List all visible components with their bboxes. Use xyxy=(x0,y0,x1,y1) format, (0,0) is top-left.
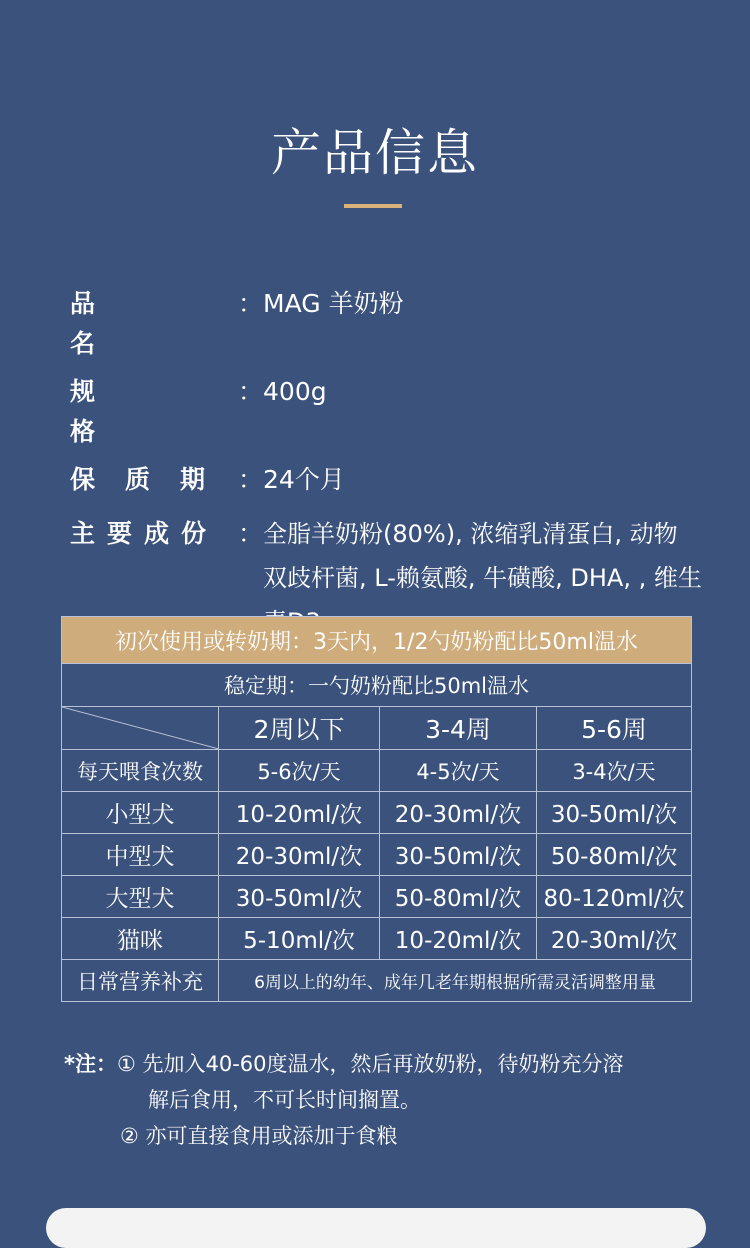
table-cell: 30-50ml/次 xyxy=(219,876,380,918)
note-text: ① 先加入40-60度温水，然后再放奶粉，待奶粉充分溶 xyxy=(116,1052,624,1076)
table-cell: 10-20ml/次 xyxy=(219,792,380,834)
note-line: ② 亦可直接食用或添加于食粮 xyxy=(120,1124,398,1148)
info-row-spec xyxy=(70,372,710,452)
column-header: 3-4周 xyxy=(380,707,537,750)
table-row xyxy=(62,792,692,834)
table-cell: 30-50ml/次 xyxy=(537,792,692,834)
row-label: 大型犬 xyxy=(62,876,219,918)
table-row xyxy=(62,918,692,960)
table-cell: 5-10ml/次 xyxy=(219,918,380,960)
row-label: 每天喂食次数 xyxy=(62,750,219,792)
column-header: 5-6周 xyxy=(537,707,692,750)
table-cell: 4-5次/天 xyxy=(380,750,537,792)
column-header: 2周以下 xyxy=(219,707,380,750)
table-cell: 10-20ml/次 xyxy=(380,918,537,960)
ingredients-line: 双歧杆菌, L-赖氨酸, 牛磺酸, DHA, , 维生 xyxy=(263,564,702,592)
info-colon: ： xyxy=(238,289,264,318)
info-colon: ： xyxy=(238,377,264,406)
table-row-intro xyxy=(62,617,692,664)
feeding-table xyxy=(61,616,692,1002)
info-value: MAG 羊奶粉 xyxy=(263,289,404,318)
diagonal-line xyxy=(62,707,219,749)
row-label: 日常营养补充 xyxy=(62,960,219,1002)
diagonal-header-cell xyxy=(62,707,219,750)
table-cell: 20-30ml/次 xyxy=(537,918,692,960)
info-value: 24个月 xyxy=(263,465,345,494)
note-line xyxy=(64,1046,624,1082)
table-cell: 20-30ml/次 xyxy=(380,792,537,834)
table-row xyxy=(62,750,692,792)
info-label xyxy=(70,284,238,364)
page-title: 产品信息 xyxy=(271,124,479,182)
info-label-text: 保质期 xyxy=(70,465,236,494)
table-row-stable xyxy=(62,664,692,707)
table-row xyxy=(62,834,692,876)
table-cell: 5-6次/天 xyxy=(219,750,380,792)
table-cell: 50-80ml/次 xyxy=(537,834,692,876)
info-colon: ： xyxy=(238,465,264,494)
note-line: 解后食用，不可长时间搁置。 xyxy=(148,1088,421,1112)
info-label-text: 主要成份 xyxy=(70,519,219,548)
table-row-daily xyxy=(62,960,692,1002)
info-label xyxy=(70,460,238,500)
note-prefix: *注： xyxy=(64,1052,117,1076)
info-value: 400g xyxy=(263,377,327,406)
title-underline xyxy=(344,204,402,208)
stable-cell: 稳定期：一勺奶粉配比50ml温水 xyxy=(62,664,692,707)
product-info xyxy=(70,284,710,644)
table-row xyxy=(62,876,692,918)
table-cell: 20-30ml/次 xyxy=(219,834,380,876)
row-label: 中型犬 xyxy=(62,834,219,876)
table-header-row xyxy=(62,707,692,750)
info-label-text: 品名 xyxy=(70,289,180,358)
table-cell: 30-50ml/次 xyxy=(380,834,537,876)
row-label: 小型犬 xyxy=(62,792,219,834)
info-row-shelf-life xyxy=(70,460,710,500)
info-label xyxy=(70,372,238,452)
notes xyxy=(64,1046,624,1154)
info-colon: ： xyxy=(238,519,264,548)
row-label: 猫咪 xyxy=(62,918,219,960)
table-cell: 3-4次/天 xyxy=(537,750,692,792)
table-cell: 50-80ml/次 xyxy=(380,876,537,918)
daily-cell: 6周以上的幼年、成年几老年期根据所需灵活调整用量 xyxy=(219,960,692,1002)
intro-cell: 初次使用或转奶期：3天内，1/2勺奶粉配比50ml温水 xyxy=(62,617,692,664)
table-cell: 80-120ml/次 xyxy=(537,876,692,918)
bottom-card xyxy=(46,1208,706,1248)
ingredients-line: 全脂羊奶粉(80%), 浓缩乳清蛋白, 动物 xyxy=(263,520,678,548)
info-row-name xyxy=(70,284,710,364)
info-label-text: 规格 xyxy=(70,377,180,446)
